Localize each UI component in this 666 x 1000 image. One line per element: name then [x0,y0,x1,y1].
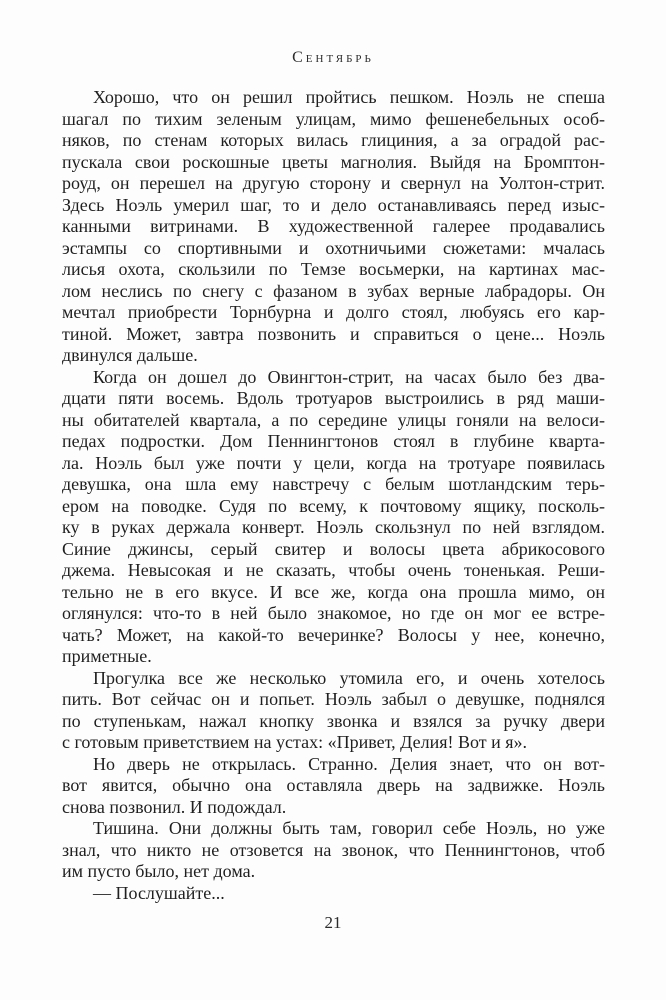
text-line: эстампы со спортивными и охотничьими сюжетами: мчалась [62,237,605,258]
text-line: лом неслись по снегу с фазаном в зубах верные лабрадоры. Он [62,280,605,301]
text-line: шагал по тихим зеленым улицам, мимо фешенебельных особ- [62,108,605,129]
page-number: 21 [324,913,342,932]
paragraph [62,818,605,883]
text-line: двинулся дальше. [62,345,198,365]
text-line: снова позвонил. И подождал. [62,796,287,817]
text-line: с готовым приветствием на устах: «Привет, Делия! Вот и я». [62,732,528,752]
text-line: Когда он дошел до Овингтон-стрит, на часах было без два- [93,366,605,387]
text-line: тиной. Может, завтра позвонить и справиться о цене... Ноэль [62,323,605,344]
text-line: Здесь Ноэль умерил шаг, то и дело останавливаясь перед изыс- [62,194,605,215]
text-line: ны обитателей квартала, а по середине улицы гоняли на велоси- [62,409,605,430]
text-line: ла. Ноэль был уже почти у цели, когда на тротуаре появилась [62,452,605,473]
paragraph [62,367,605,668]
text-line: пить. Вот сейчас он и попьет. Ноэль забыл о девушке, поднялся [62,689,605,709]
text-line: ером на поводке. Судя по всему, к почтовому ящику, посколь- [62,495,605,516]
running-header: Сентябрь [292,49,374,66]
text-line: тельно не в его вкусе. И все же, когда она прошла мимо, он [62,581,605,602]
text-line: канными витринами. В художественной галерее продавались [62,216,605,236]
text-line: Прогулка все же несколько утомила его, и очень хотелось [93,667,605,688]
text-line: вот явится, обычно она оставляла дверь на задвижке. Ноэль [62,775,605,795]
text-line: — Послушайте... [93,882,225,903]
paragraph [62,668,605,754]
text-line: роуд, он перешел на другую сторону и свернул на Уолтон-стрит. [62,173,605,193]
text-line: джема. Невысокая и не сказать, чтобы очень тоненькая. Реши- [62,560,605,580]
paragraph [62,883,605,905]
text-line: Хорошо, что он решил пройтись пешком. Ноэль не спеша [93,87,605,107]
text-line: чать? Может, на какой-то вечеринке? Волосы у нее, конечно, [62,624,605,645]
text-line: лисья охота, скользили по Темзе восьмерки, на картинах мас- [62,259,605,279]
text-line: Синие джинсы, серый свитер и волосы цвета абрикосового [62,538,605,559]
text-line: Но дверь не открылась. Странно. Делия знает, что он вот- [93,753,605,774]
text-line: по ступенькам, нажал кнопку звонка и взялся за ручку двери [62,710,605,731]
text-line: им пусто было, нет дома. [62,861,256,881]
text-line: педах подростки. Дом Пеннингтонов стоял в глубине кварта- [62,431,605,451]
paragraph [62,87,605,367]
text-line: ку в руках держала конверт. Ноэль скользнул по ней взглядом. [62,517,605,537]
text-line: приметные. [62,646,152,666]
text-line: пускала свои роскошные цветы магнолия. Выйдя на Бромптон- [62,151,605,172]
text-block [62,87,605,904]
text-line: знал, что никто не отзовется на звонок, что Пеннингтонов, чтоб [62,839,605,860]
text-line: оглянулся: что-то в ней было знакомое, но где он мог ее встре- [62,603,605,623]
text-line: мечтал приобрести Торнбурна и долго стоял, любуясь его кар- [62,302,605,322]
text-line: няков, по стенам которых вилась глициния, а за оградой рас- [62,130,605,150]
text-line: девушка, она шла ему навстречу с белым шотландским терь- [62,474,605,494]
text-line: Тишина. Они должны быть там, говорил себе Ноэль, но уже [93,818,605,838]
paragraph [62,754,605,819]
text-line: дцати пяти восемь. Вдоль тротуаров выстроились в ряд маши- [62,388,605,408]
